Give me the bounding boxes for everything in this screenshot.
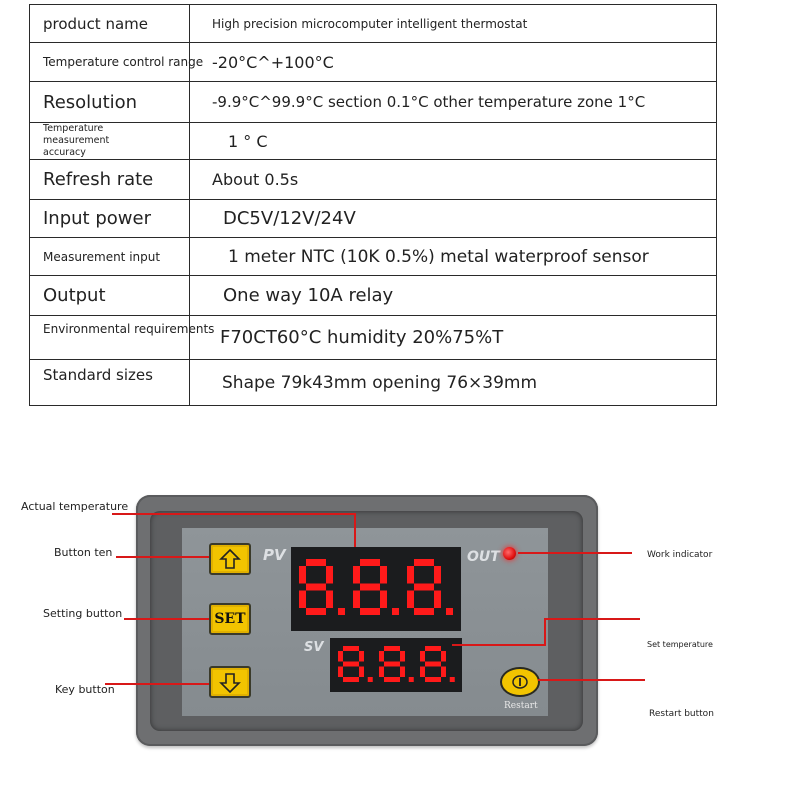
annotation-work-indicator: Work indicator: [647, 550, 713, 560]
leader-set-temperature: [452, 619, 640, 645]
annotation-button-ten: Button ten: [54, 546, 113, 559]
spec-value: DC5V/12V/24V: [190, 200, 717, 238]
spec-key: product name: [30, 5, 190, 43]
leader-actual-temperature: [112, 514, 355, 547]
set-button[interactable]: SET: [209, 603, 251, 635]
spec-value: About 0.5s: [190, 160, 717, 200]
spec-value: 1 meter NTC (10K 0.5%) metal waterproof sensor: [190, 238, 717, 276]
annotation-restart-button: Restart button: [649, 709, 714, 719]
spec-key: Temperature control range: [30, 43, 190, 82]
spec-value: High precision microcomputer intelligent thermostat: [190, 5, 717, 43]
spec-key: Measurement input: [30, 238, 190, 276]
annotation-setting-button: Setting button: [43, 607, 123, 620]
spec-value: One way 10A relay: [190, 276, 717, 316]
spec-key: Input power: [30, 200, 190, 238]
spec-key: Standard sizes: [30, 360, 190, 406]
pv-label: PV: [263, 546, 286, 564]
spec-value: F70CT60°C humidity 20%75%T: [190, 316, 717, 360]
spec-key: Output: [30, 276, 190, 316]
spec-key: Environmental requirements: [30, 316, 190, 360]
restart-label: Restart: [504, 701, 538, 711]
spec-key: Refresh rate: [30, 160, 190, 200]
annotation-key-button: Key button: [55, 683, 115, 696]
spec-value: -20°C^+100°C: [190, 43, 717, 82]
annotation-actual-temperature: Actual temperature: [21, 500, 129, 513]
out-label: OUT: [467, 549, 500, 565]
spec-key-text: Temperature measurement accuracy: [43, 123, 110, 158]
spec-key: Resolution: [30, 82, 190, 123]
annotation-set-temperature: Set temperature: [647, 640, 713, 649]
spec-value: -9.9°C^99.9°C section 0.1°C other temperature zone 1°C: [190, 82, 717, 123]
sv-label: SV: [304, 640, 324, 655]
spec-value: 1 ° C: [190, 123, 717, 160]
spec-value: Shape 79k43mm opening 76×39mm: [190, 360, 717, 406]
